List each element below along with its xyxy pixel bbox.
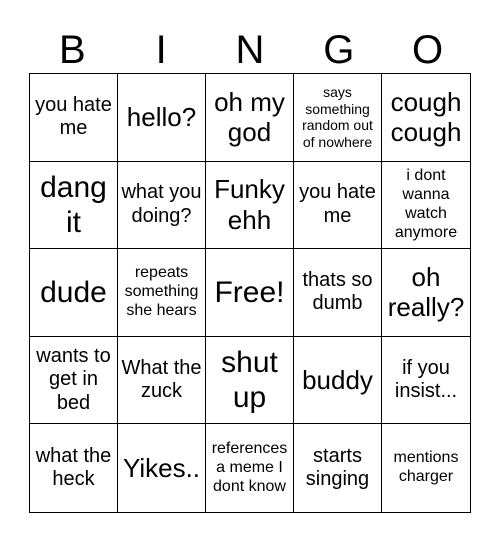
bingo-cell-o2[interactable] <box>382 162 470 250</box>
cell-text: thats so dumb <box>302 268 373 315</box>
cell-text: buddy <box>302 364 373 395</box>
bingo-board <box>29 73 471 513</box>
cell-text: shut up <box>221 345 278 415</box>
bingo-cell-n4[interactable] <box>206 337 294 425</box>
bingo-cell-b3[interactable] <box>30 249 118 337</box>
cell-text: what you doing? <box>121 181 202 227</box>
header-letter-n: N <box>235 28 265 72</box>
cell-text: references a meme I dont know <box>211 439 288 495</box>
bingo-cell-i1[interactable] <box>118 74 206 162</box>
cell-text: starts singing <box>305 444 370 491</box>
bingo-cell-b4[interactable] <box>30 337 118 425</box>
bingo-cell-o4[interactable] <box>382 337 470 425</box>
cell-text: you hate me <box>35 93 112 140</box>
cell-text: says something random out of nowhere <box>302 84 373 150</box>
bingo-cell-b5[interactable] <box>30 424 118 512</box>
header-letter-o: O <box>412 28 444 72</box>
cell-text: you hate me <box>299 181 376 227</box>
bingo-cell-g5[interactable] <box>294 424 382 512</box>
bingo-header <box>28 28 472 72</box>
header-letter-i: I <box>155 28 167 72</box>
cell-text: i dont wanna watch anymore <box>394 167 458 241</box>
cell-text: cough cough <box>390 86 462 148</box>
cell-text: what the heck <box>35 444 112 491</box>
bingo-cell-o3[interactable] <box>382 249 470 337</box>
cell-text: repeats something she hears <box>124 264 199 319</box>
bingo-cell-n1[interactable] <box>206 74 294 162</box>
bingo-cell-i3[interactable] <box>118 249 206 337</box>
bingo-cell-g3[interactable] <box>294 249 382 337</box>
cell-text: Yikes.. <box>122 452 201 483</box>
header-letter-b: B <box>59 28 86 72</box>
bingo-cell-o1[interactable] <box>382 74 470 162</box>
bingo-cell-i2[interactable] <box>118 162 206 250</box>
cell-text: dude <box>40 275 107 309</box>
bingo-cell-g2[interactable] <box>294 162 382 250</box>
header-letter-g: G <box>323 28 355 72</box>
cell-text: if you insist... <box>394 356 458 403</box>
cell-text: Funky ehh <box>214 174 285 235</box>
bingo-cell-g4[interactable] <box>294 337 382 425</box>
cell-text: oh really? <box>387 261 465 323</box>
bingo-cell-b1[interactable] <box>30 74 118 162</box>
cell-text: What the zuck <box>121 356 202 403</box>
bingo-cell-i4[interactable] <box>118 337 206 425</box>
bingo-cell-i5[interactable] <box>118 424 206 512</box>
bingo-cell-b2[interactable] <box>30 162 118 250</box>
cell-text: hello? <box>126 101 197 132</box>
cell-text: wants to get in bed <box>36 344 111 414</box>
cell-text: dang it <box>40 170 107 239</box>
cell-text: mentions charger <box>393 449 459 486</box>
bingo-cell-o5[interactable] <box>382 424 470 512</box>
bingo-cell-g1[interactable] <box>294 74 382 162</box>
bingo-cell-n5[interactable] <box>206 424 294 512</box>
free-space-text: Free! <box>214 275 285 309</box>
bingo-cell-free[interactable] <box>206 249 294 337</box>
bingo-cell-n2[interactable] <box>206 162 294 250</box>
cell-text: oh my god <box>214 86 285 148</box>
